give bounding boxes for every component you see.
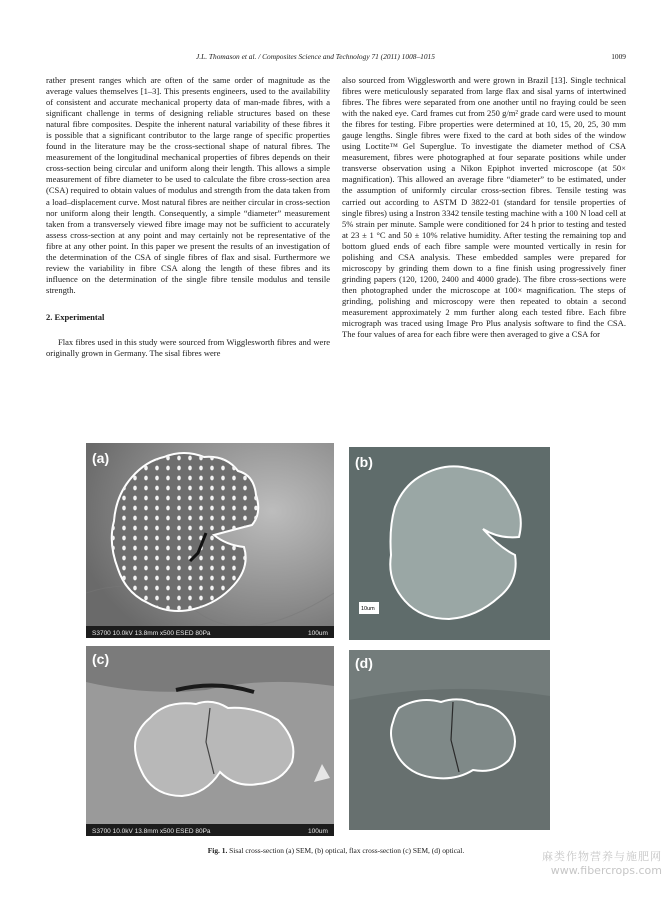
left-paragraph-2: Flax fibres used in this study were sourced from Wigglesworth fibres and were originally grown in Germany. The sisal fibres were [46, 336, 330, 359]
panel-a-scale-text: 100um [308, 630, 328, 637]
panel-c-label: (c) [92, 651, 110, 667]
panel-d-label: (d) [355, 655, 373, 671]
panel-a-label: (a) [92, 450, 110, 466]
panel-c-sem-flax [86, 646, 334, 836]
watermark-url: www.fibercrops.com [550, 864, 662, 877]
panel-a-info-bar: S3700 10.0kV 13.8mm x500 ESED 80Pa [92, 630, 211, 637]
panel-b-scale-text: 10um [361, 606, 375, 612]
page-number: 1009 [611, 52, 626, 61]
panel-c-scale-text: 100um [308, 828, 328, 835]
left-column [46, 75, 330, 359]
right-paragraph-1: also sourced from Wigglesworth and were grown in Brazil [13]. Single technical fibres were meticulously separated from large flax and sisal yarns of intertwined fibres. The fibres were separated from one another until no fraying could be seen with the naked eye. Card frames cut from 250 g/m² grade card were used to mount the fibres for testing. Fibre properties were determined at 10, 15, 20, 25, 30 mm gauge lengths. Single fibres were fixed to the card at both sides of the window using Loctite™ Gel Superglue. To investigate the diameter method of CSA measurement, fibres were photographed at four separate positions while under transverse observation using a Nikon Epiphot inverted microscope (at 50× magnification). This allowed an average fibre “diameter” to be estimated, under the assumption of uniformly circular cross-section fibres. Tensile testing was carried out according to ASTM D 3822-01 (standard for tensile properties of single fibres) using a Instron 3342 tensile testing machine with a 100 N load cell at 5% strain per minute. Sample were conditioned for 24 h prior to testing and tested at 23 ± 1 °C and 50 ± 10% relative humidity. After testing the remaining top and bottom glued ends of each fibre sample were mounted vertically in resin for polishing and CSA analysis. These embedded samples were prepared for microscopy by grinding them down to a fine finish using progressively finer grinding papers (120, 1200, 2400 and 4000 grade). The fibre cross-sections were then photographed under the microscope at 100× magnification. The steps of grinding, polishing and microscopy were then repeated to obtain a second measurement approximately 2 mm further along each tested fibre. Each fibre micrograph was traced using Image Pro Plus analysis software to find the CSA. The four values of area for each fibre were then averaged to give a CSA for [342, 75, 626, 340]
watermark-chinese: 麻类作物营养与施肥网 [542, 850, 662, 863]
right-column [342, 75, 626, 340]
caption-text: Sisal cross-section (a) SEM, (b) optical, flax cross-section (c) SEM, (d) optical. [229, 846, 465, 855]
caption-prefix: Fig. 1. [207, 846, 228, 855]
figure-caption [46, 846, 626, 855]
figure-1 [86, 443, 608, 833]
journal-citation: J.L. Thomason et al. / Composites Science and Technology 71 (2011) 1008–1015 [196, 52, 435, 61]
running-header [46, 52, 626, 64]
panel-c-info-bar: S3700 10.0kV 13.8mm x500 ESED 80Pa [92, 828, 211, 835]
panel-d-optical-flax [349, 650, 550, 830]
panel-b-label: (b) [355, 454, 373, 470]
left-paragraph-1: rather present ranges which are often of the same order of magnitude as the average values themselves [1–3]. This presents engineers, used to the availability of consistent and accurate mechanical property data of man-made fibres, with a significant challenge in terms of designing reliable structures based on these natural fibre composites. Despite the inherent natural variability of these fibres it is possible that a significant contributor to the large range of specific properties found in the literature may be the cross-sectional shape of natural fibres. The measurement of the longitudinal mechanical properties of fibres depends on their cross-section being circular and uniform along their length. This allows a simple measurement of fibre diameter to be used to calculate the fibre cross-section area (CSA) required to obtain values of modulus and strength from the data taken from a load–displacement curve. Most natural fibres are neither circular in cross-section nor uniform along their length. Consequently, a simple “diameter” measurement taken from a transversely viewed fibre image may not be sufficient to accurately assess cross-section at any point and may certainly not be representative of the fibre at any other point. In this paper we present the results of an investigation of the determination of the CSA of single fibres of flax and sisal. Furthermore we review the variability in fibre CSA along the length of these fibres and its influence on the determination of the single fibre tensile modulus and tensile strength. [46, 75, 330, 295]
watermark [542, 848, 662, 877]
panel-b-optical-sisal [349, 447, 550, 640]
panel-a-sem-sisal [86, 443, 334, 638]
section-heading-experimental: 2. Experimental [46, 311, 105, 322]
